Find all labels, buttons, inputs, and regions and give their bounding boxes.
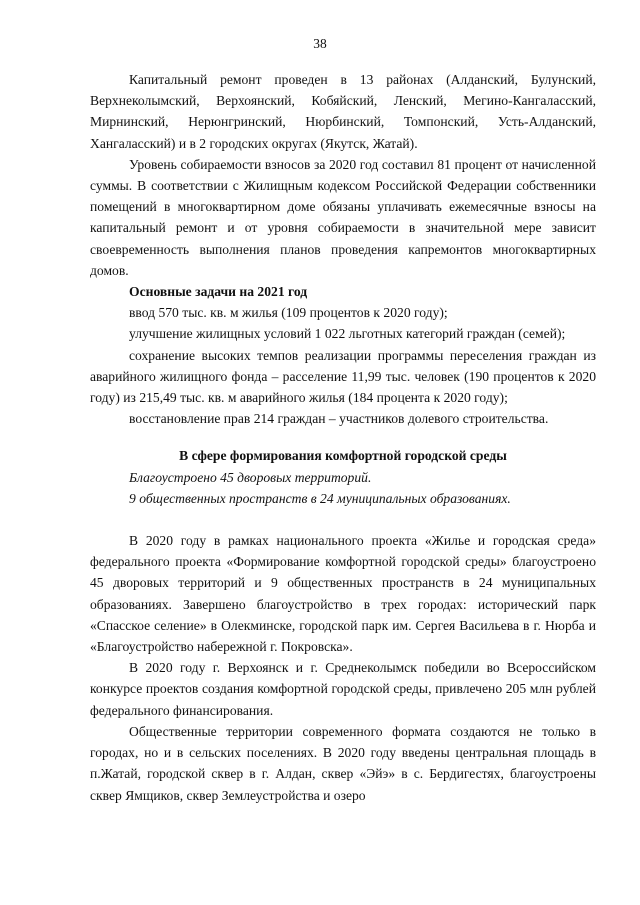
section-highlight: Благоустроено 45 дворовых территорий. — [129, 469, 372, 485]
spacer — [90, 509, 596, 530]
page-number: 38 — [313, 36, 327, 51]
task-item: улучшение жилищных условий 1 022 льготных категорий граждан (семей); — [129, 326, 566, 342]
paragraph-national-project: В 2020 году в рамках национального проекта «Жилье и городская среда» федерального проекта «Формирование комфортной городской среды» благоустроено 45 дворовых территорий и 9 общественных пространств в 24 муниципальных образованиях. Завершено благоустройство в трех городах: исторический парк «Спасское селение» в Олекминске, городской парк им. Сергея Васильева в г. Нюрба и «Благоустройство набережной г. Покровска». — [90, 533, 596, 655]
section-title: В сфере формирования комфортной городской среды — [179, 448, 507, 464]
paragraph-public-spaces: Общественные территории современного формата создаются не только в городах, но и в сельских поселениях. В 2020 году введены центральная площадь в п.Жатай, городской сквер в г. Алдан, сквер «Эйэ» в с. Бердигестях, благоустроены сквер Ямщиков, сквер Землеустройства и озеро — [90, 723, 596, 803]
paragraph-competition: В 2020 году г. Верхоянск и г. Среднеколымск победили во Всероссийском конкурсе проектов создания комфортной городской среды, привлечено 205 млн рублей федерального финансирования. — [90, 660, 596, 718]
task-item: ввод 570 тыс. кв. м жилья (109 процентов к 2020 году); — [129, 305, 448, 321]
page-content — [90, 69, 596, 806]
task-item: восстановление прав 214 граждан – участников долевого строительства. — [129, 411, 549, 427]
task-item: сохранение высоких темпов реализации программы переселения граждан из аварийного жилищного фонда – расселение 11,99 тыс. человек (190 процентов к 2020 году) из 215,49 тыс. кв. м аварийного жилья (184 процента к 2020 году); — [90, 347, 596, 406]
tasks-heading: Основные задачи на 2021 год — [129, 284, 308, 300]
paragraph-capital-repair: Капитальный ремонт проведен в 13 районах (Алданский, Булунский, Верхнеколымский, Верхоянский, Кобяйский, Ленский, Мегино-Кангаласский, Мирнинский, Нерюнгринский, Нюрбинский, Томпонский, Усть-Алданский, Хангаласский) и в 2 городских округах (Якутск, Жатай). — [90, 72, 596, 151]
paragraph-contribution-collection: Уровень собираемости взносов за 2020 год составил 81 процент от начисленной суммы. В соответствии с Жилищным кодексом Российской Федерации собственники помещений в многоквартирном доме обязаны уплачивать ежемесячные взносы на капитальный ремонт и от уровня собираемости в значительной мере зависит своевременность выполнения планов проведения капремонтов многоквартирных домов. — [90, 156, 596, 278]
section-highlight: 9 общественных пространств в 24 муниципальных образованиях. — [129, 490, 511, 506]
